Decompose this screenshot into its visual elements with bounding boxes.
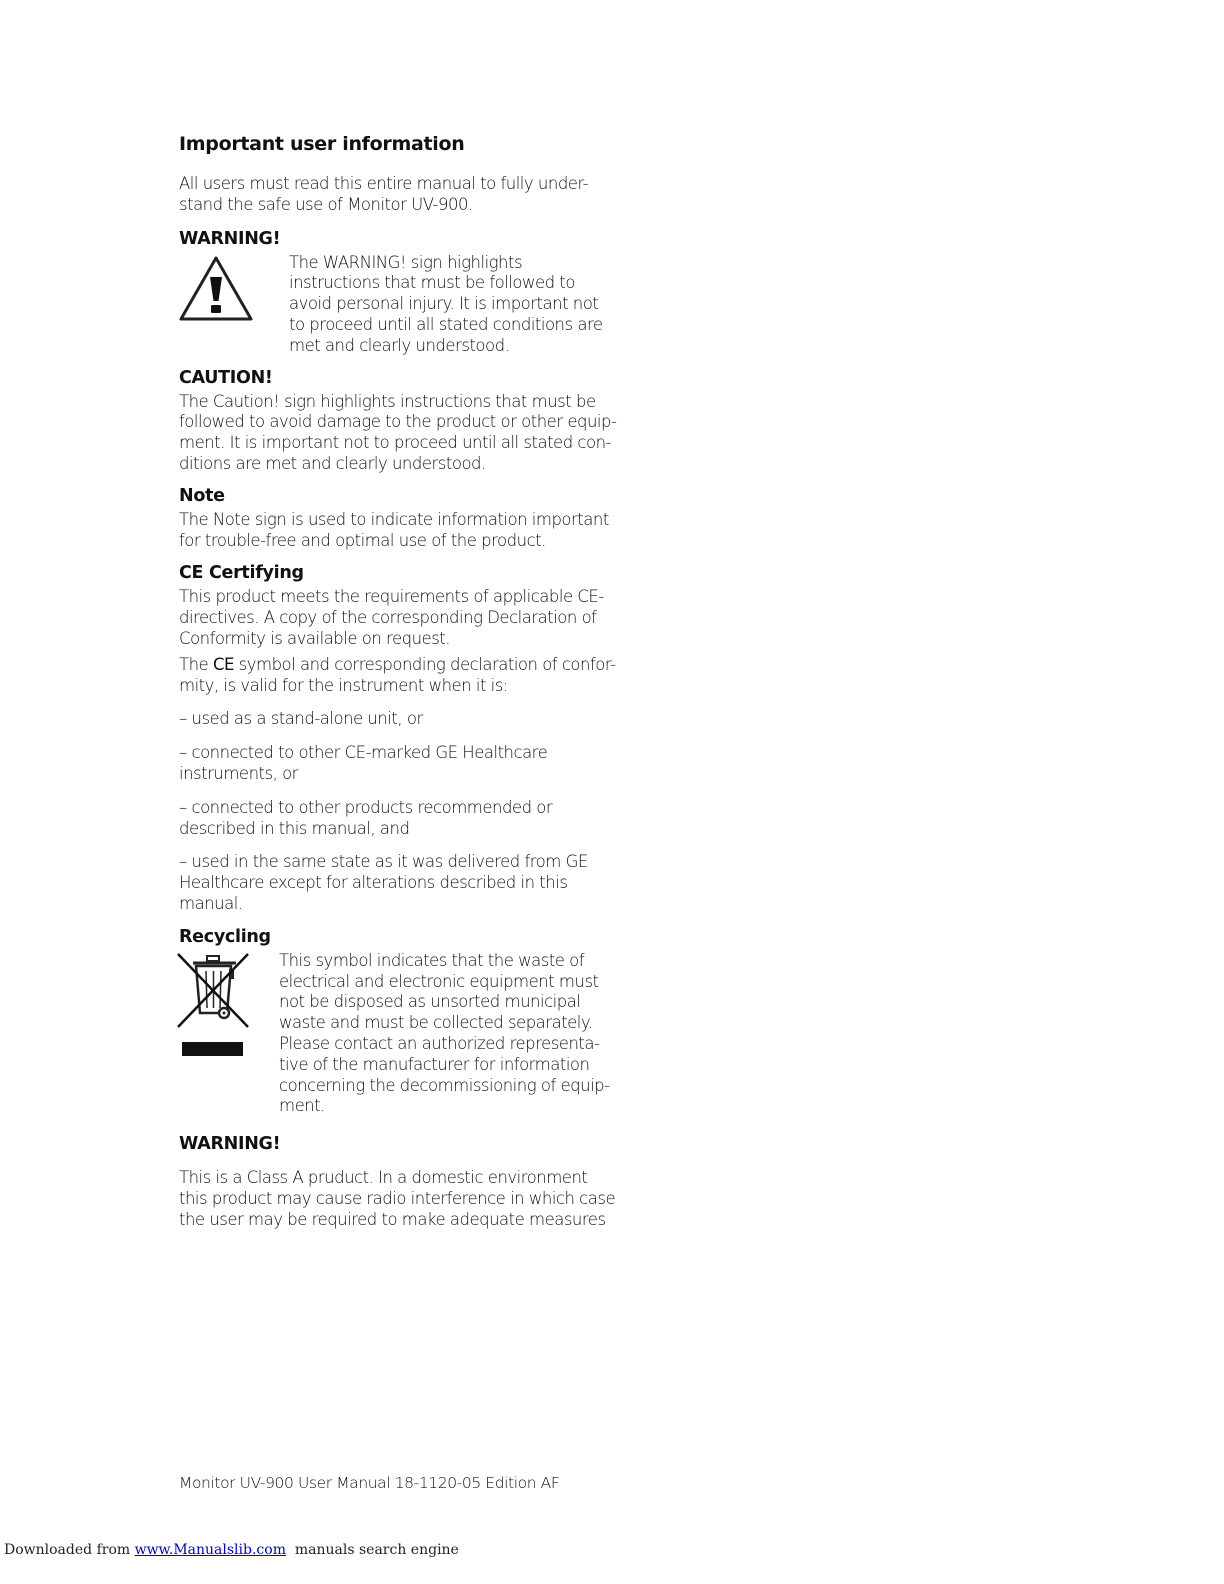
recycling-heading: Recycling [179,926,271,947]
ce-list-item: – connected to other CE-marked GE Healthcare instruments, or [179,743,548,783]
download-suffix: manuals search engine [285,1542,459,1558]
manual-page-content [179,133,619,1230]
ce-list-item: – connected to other products recommended or described in this manual, and [179,797,553,838]
intro-text: All users must read this entire manual to fully under-stand the safe use of Monitor UV-900. [179,174,589,214]
ce-symbol-text: CE [212,654,234,674]
manualslib-link[interactable]: www.Manualslib.com [134,1542,286,1558]
warning-block [179,253,619,357]
ce-text-1: This product meets the requirements of applicable CE-directives. A copy of the corresponding Declaration of Conformity is available on request. [179,587,604,648]
caution-heading: CAUTION! [179,367,273,388]
warning-heading: WARNING! [179,228,281,249]
ce-text-2 [179,655,619,697]
note-heading: Note [179,485,225,506]
recycling-text: This symbol indicates that the waste of electrical and electronic equipment must not be disposed as unsorted municipal waste and must be collected separately. Please contact an authorized representa-tive of the manufacturer for information concerning the decommissioning of equip-ment. [279,950,610,1116]
crossed-out-wheelie-bin-icon [176,951,252,1057]
ce-text-2-prefix: The [179,654,213,674]
ce-list-item: – used as a stand-alone unit, or [179,709,423,729]
page-title: Important user information [179,133,465,155]
caution-text: The Caution! sign highlights instructions that must be followed to avoid damage to the product or other equip-ment. It is important not to proceed until all stated con-ditions are met and clearly understood. [179,391,617,473]
warning-triangle-icon [179,255,253,323]
ce-text-2-suffix: symbol and corresponding declaration of confor-mity, is valid for the instrument when it is: [179,654,616,695]
warning-text: The WARNING! sign highlights instructions that must be followed to avoid personal injury. It is important not to proceed until all stated conditions are met and clearly understood. [289,252,603,355]
page-footer: Monitor UV-900 User Manual 18-1120-05 Edition AF [179,1474,560,1492]
download-banner [4,1542,459,1558]
warning-heading-2: WARNING! [179,1134,281,1155]
note-text: The Note sign is used to indicate information important for trouble-free and optimal use of the product. [179,509,609,550]
ce-heading: CE Certifying [179,563,304,584]
warning-text-2: This is a Class A pruduct. In a domestic environment this product may cause radio interference in which case the user may be required to make adequate measures [179,1168,616,1229]
ce-list-item: – used in the same state as it was delivered from GE Healthcare except for alterations described in this manual. [179,852,588,913]
download-prefix: Downloaded from [4,1542,135,1558]
recycling-block [179,951,619,1117]
